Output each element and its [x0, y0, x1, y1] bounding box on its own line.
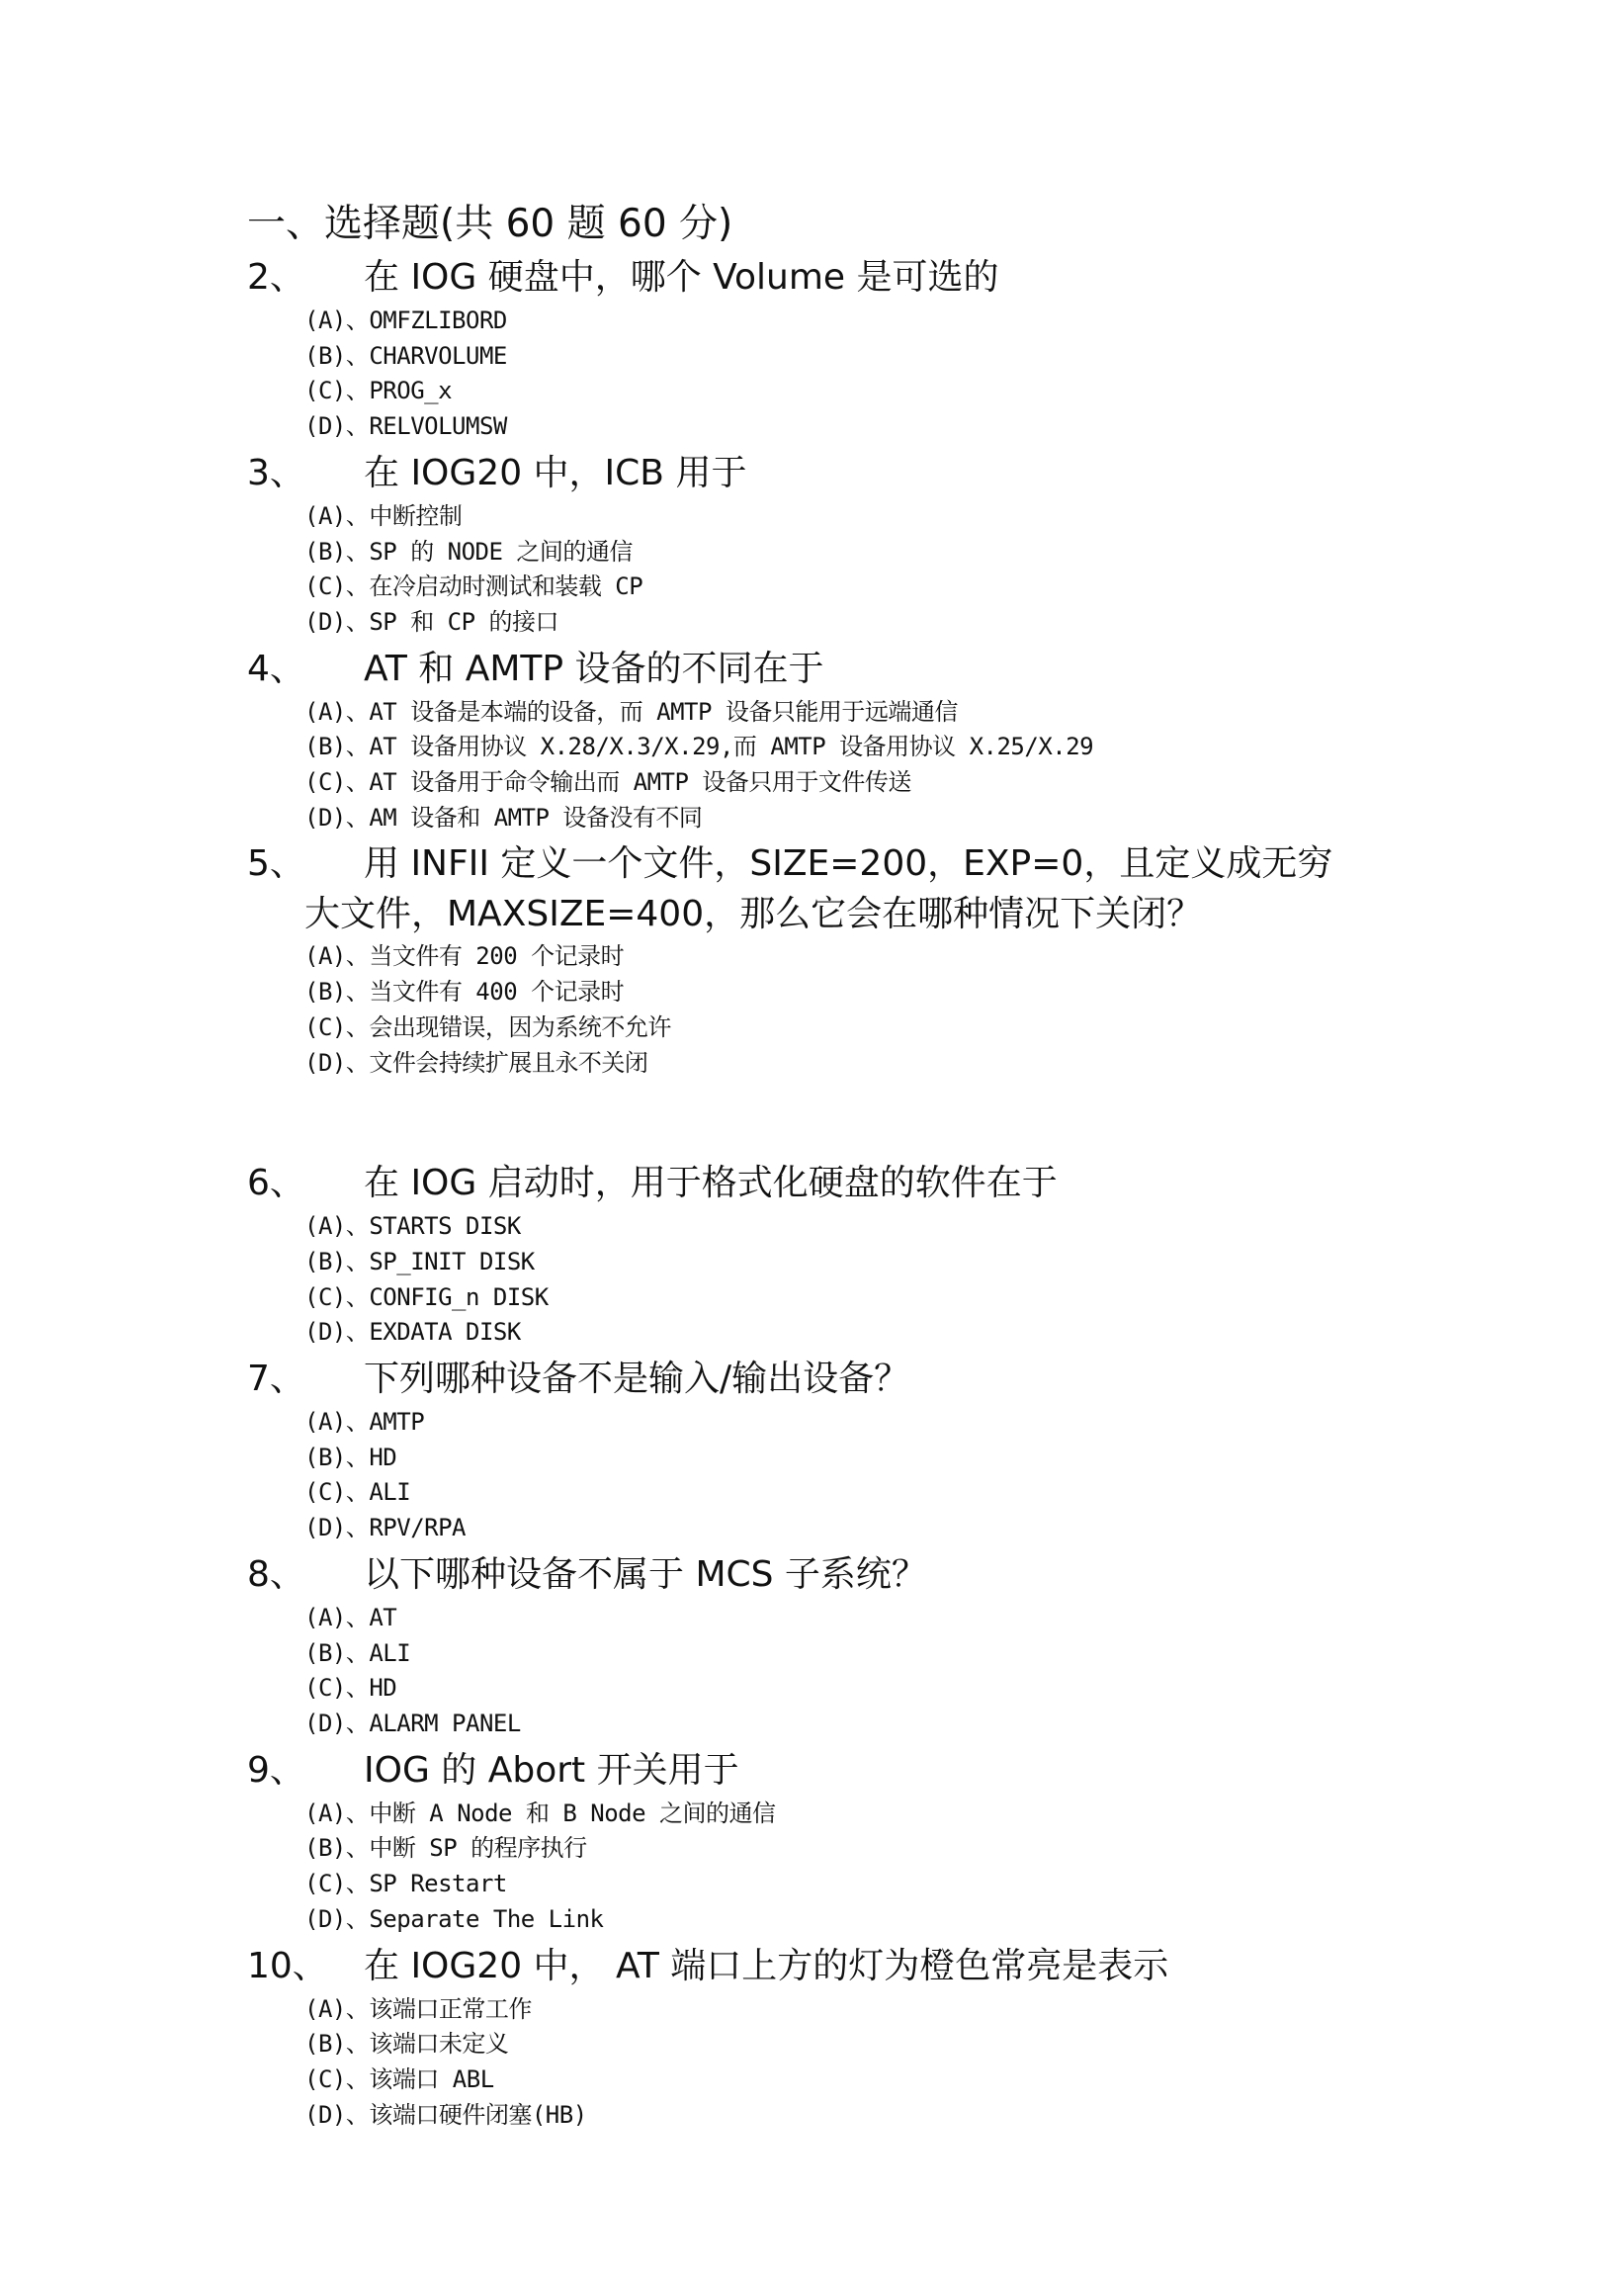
answer-option: (D)、ALARM PANEL: [304, 1709, 521, 1737]
answer-option: (D)、AM 设备和 AMTP 设备没有不同: [304, 803, 703, 832]
option-list: [247, 499, 1483, 641]
answer-option: (A)、当文件有 200 个记录时: [304, 942, 625, 971]
answer-option: (C)、ALI: [304, 1478, 411, 1507]
answer-option: (A)、中断 A Node 和 B Node 之间的通信: [304, 1799, 776, 1827]
question-number: 4、: [247, 648, 305, 689]
option-list: [247, 304, 1483, 445]
question-text: 在 IOG 启动时，用于格式化硬盘的软件在于: [364, 1163, 1058, 1204]
question-number: 5、: [247, 843, 305, 885]
question: [247, 643, 1483, 836]
question: [247, 251, 1483, 445]
answer-option: (B)、CHARVOLUME: [304, 341, 507, 370]
answer-option: (B)、当文件有 400 个记录时: [304, 978, 625, 1007]
answer-option: (C)、在冷启动时测试和装载 CP: [304, 572, 643, 601]
question-list: [247, 251, 1483, 2133]
answer-option: (B)、该端口未定义: [304, 2030, 509, 2059]
question-line: [247, 1157, 1483, 1209]
answer-option: (A)、STARTS DISK: [304, 1212, 521, 1241]
question: [247, 447, 1483, 641]
question-line: [247, 447, 1483, 499]
option-list: [247, 1601, 1483, 1742]
answer-option: (C)、CONFIG_n DISK: [304, 1282, 549, 1311]
option-list: [247, 1797, 1483, 1938]
answer-option: (C)、HD: [304, 1674, 397, 1703]
answer-option: (A)、AT 设备是本端的设备，而 AMTP 设备只能用于远端通信: [304, 697, 958, 726]
option-list: [247, 1992, 1483, 2134]
question-number: 10、: [247, 1945, 328, 1986]
question: [247, 1940, 1483, 2134]
answer-option: (A)、该端口正常工作: [304, 1994, 532, 2023]
question-continuation: 大文件，MAXSIZE=400，那么它会在哪种情况下关闭？: [304, 894, 1203, 935]
question: [247, 1353, 1483, 1546]
question-line: [247, 1940, 1483, 1992]
answer-option: (A)、AT: [304, 1603, 397, 1631]
question: [247, 1548, 1483, 1742]
answer-option: (B)、ALI: [304, 1638, 411, 1667]
answer-option: (C)、SP Restart: [304, 1870, 507, 1898]
answer-option: (B)、中断 SP 的程序执行: [304, 1834, 587, 1863]
option-list: [247, 939, 1483, 1081]
question: [247, 1157, 1483, 1351]
question-text: 用 INFII 定义一个文件，SIZE=200，EXP=0，且定义成无穷: [364, 843, 1333, 885]
question-number: 9、: [247, 1749, 305, 1791]
answer-option: (D)、Separate The Link: [304, 1904, 604, 1933]
answer-option: (D)、EXDATA DISK: [304, 1318, 521, 1347]
answer-option: (C)、会出现错误，因为系统不允许: [304, 1012, 671, 1041]
question-line: [247, 837, 1483, 890]
question-number: 8、: [247, 1553, 305, 1595]
question-number: 3、: [247, 452, 305, 493]
answer-option: (C)、该端口 ABL: [304, 2064, 494, 2093]
question-line: [247, 251, 1483, 304]
question-line: [247, 1744, 1483, 1797]
answer-option: (B)、SP 的 NODE 之间的通信: [304, 537, 633, 566]
option-list: [247, 695, 1483, 836]
answer-option: (D)、该端口硬件闭塞(HB): [304, 2100, 587, 2129]
question-text: AT 和 AMTP 设备的不同在于: [364, 648, 824, 689]
question-text: IOG 的 Abort 开关用于: [364, 1749, 739, 1791]
answer-option: (A)、中断控制: [304, 501, 463, 530]
answer-option: (C)、AT 设备用于命令输出而 AMTP 设备只用于文件传送: [304, 768, 911, 797]
option-list: [247, 1405, 1483, 1546]
question-line: [247, 643, 1483, 695]
answer-option: (D)、SP 和 CP 的接口: [304, 607, 558, 636]
answer-option: (B)、SP_INIT DISK: [304, 1247, 535, 1275]
question-text: 在 IOG 硬盘中，哪个 Volume 是可选的: [364, 257, 999, 298]
document-page: [247, 198, 1483, 2135]
answer-option: (A)、OMFZLIBORD: [304, 307, 507, 334]
section-title: 一、选择题(共 60 题 60 分): [247, 202, 733, 246]
question-text: 以下哪种设备不属于 MCS 子系统？: [364, 1553, 927, 1595]
answer-option: (C)、PROG_x: [304, 377, 453, 405]
option-list: [247, 1209, 1483, 1351]
answer-option: (D)、文件会持续扩展且永不关闭: [304, 1048, 648, 1077]
question-number: 6、: [247, 1163, 305, 1204]
question-text: 在 IOG20 中，ICB 用于: [364, 452, 747, 493]
answer-option: (A)、AMTP: [304, 1408, 425, 1437]
question-text: 下列哪种设备不是输入/输出设备？: [364, 1359, 910, 1400]
answer-option: (B)、AT 设备用协议 X.28/X.3/X.29,而 AMTP 设备用协议 X.25/X.29: [304, 733, 1094, 761]
question-number: 7、: [247, 1359, 305, 1400]
spacer: [247, 1083, 1483, 1157]
question-line: [247, 1353, 1483, 1405]
question-text: 在 IOG20 中， AT 端口上方的灯为橙色常亮是表示: [364, 1945, 1169, 1986]
answer-option: (D)、RELVOLUMSW: [304, 412, 507, 441]
question: [247, 1744, 1483, 1938]
question: [247, 837, 1483, 1081]
question-number: 2、: [247, 257, 305, 298]
question-line: [247, 1548, 1483, 1601]
answer-option: (B)、HD: [304, 1443, 397, 1471]
answer-option: (D)、RPV/RPA: [304, 1514, 466, 1542]
